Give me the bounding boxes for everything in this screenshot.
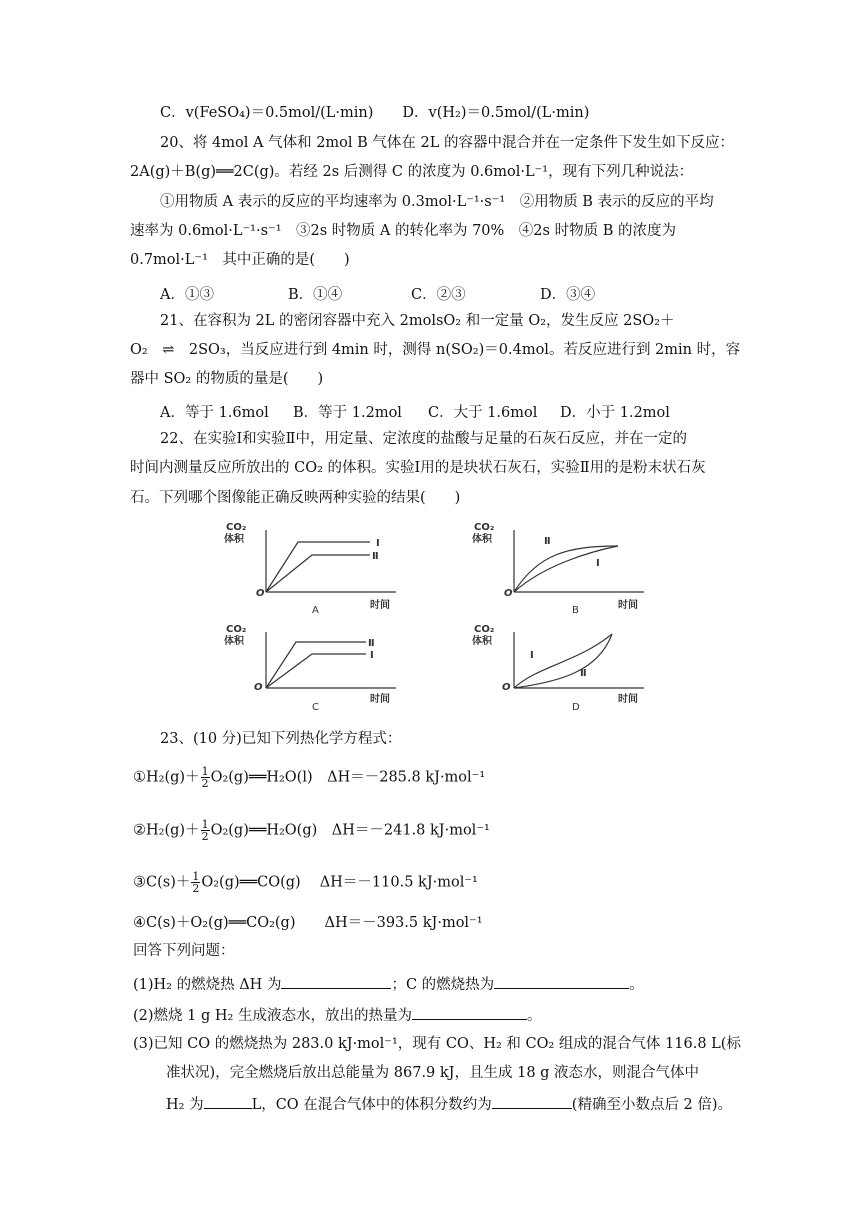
fraction-denominator: 2 <box>201 830 209 843</box>
graph-d-label-i: Ⅰ <box>530 650 534 661</box>
part-3-text-b: L，CO 在混合气体中的体积分数约为 <box>251 1097 492 1113</box>
equation-4: ④C(s)＋O₂(g)══CO₂(g) ΔH＝－393.5 kJ·mol⁻¹ <box>133 915 483 931</box>
fraction-numerator: 1 <box>201 765 209 778</box>
graph-c-letter: C <box>312 702 319 713</box>
graph-d-xlabel: 时间 <box>618 694 638 705</box>
graph-a-label-i: Ⅰ <box>376 538 380 549</box>
blank-heat-released[interactable] <box>412 1003 527 1020</box>
graph-d-curve-i <box>514 634 612 688</box>
q21-option-d: D．小于 1.2mol <box>560 405 670 421</box>
fraction-denominator: 2 <box>201 777 209 790</box>
part-1-text-b: ；C 的燃烧热为 <box>391 977 495 993</box>
q21-text-1: 21、在容积为 2L 的密闭容器中充入 2molsO₂ 和一定量 O₂，发生反应 2SO₂＋ <box>160 313 675 329</box>
part-2-text-a: (2)燃烧 1 g H₂ 生成液态水，放出的热量为 <box>133 1008 412 1024</box>
graph-b-label-i: Ⅰ <box>596 558 600 569</box>
graph-b-curve-ii <box>514 546 618 592</box>
q20-option-d: D．③④ <box>540 287 596 303</box>
part-3-text-a: H₂ 为 <box>166 1097 204 1113</box>
fraction-half <box>201 766 210 789</box>
graph-c-curve-i <box>266 654 366 688</box>
graph-a-letter: A <box>312 605 319 616</box>
q22-text-3: 石。下列哪个图像能正确反映两种实验的结果( ) <box>130 490 461 506</box>
graph-b-xlabel: 时间 <box>618 600 638 611</box>
graph-c-curve-ii <box>266 642 366 688</box>
part-3-line-1: (3)已知 CO 的燃烧热为 283.0 kJ·mol⁻¹，现有 CO、H₂ 和 CO₂ 组成的混合气体 116.8 L(标 <box>133 1036 741 1052</box>
graph-b-curve-i <box>514 546 618 592</box>
graph-a-xlabel: 时间 <box>370 600 390 611</box>
answer-heading: 回答下列问题： <box>133 943 235 959</box>
equation-2-left: ②H₂(g)＋ <box>133 822 200 839</box>
q21-text-3: 器中 SO₂ 的物质的量是( ) <box>130 371 324 387</box>
q20-text-5: 0.7mol·L⁻¹ 其中正确的是( ) <box>130 252 350 268</box>
blank-c-heat[interactable] <box>494 972 629 989</box>
q21-option-c: C．大于 1.6mol <box>428 405 538 421</box>
q20-option-a: A．①③ <box>160 287 214 303</box>
graph-a-curve-i <box>266 542 370 592</box>
part-3-line-3 <box>166 1092 732 1115</box>
graph-a-curve-ii <box>266 555 370 592</box>
blank-h2-volume[interactable] <box>204 1092 252 1109</box>
equation-1-right: O₂(g)══H₂O(l) ΔH＝－285.8 kJ·mol⁻¹ <box>210 769 486 786</box>
q20-text-1: 20、将 4mol A 气体和 2mol B 气体在 2L 的容器中混合并在一定条件下发生如下反应： <box>160 135 734 151</box>
q20-text-3: ①用物质 A 表示的反应的平均速率为 0.3mol·L⁻¹·s⁻¹ ②用物质 B 表示的反应的平均 <box>160 194 714 210</box>
blank-co-fraction[interactable] <box>492 1092 572 1109</box>
graph-a-origin: O <box>256 588 265 599</box>
graph-c-label-i: Ⅰ <box>370 650 374 661</box>
graph-c <box>220 622 410 717</box>
fraction-numerator: 1 <box>192 870 200 883</box>
graph-b-ylabel-bottom: 体积 <box>472 534 492 545</box>
q23-title: 23、(10 分)已知下列热化学方程式： <box>160 731 402 747</box>
equation-3-left: ③C(s)＋ <box>133 874 191 891</box>
blank-h2-heat[interactable] <box>281 972 391 989</box>
q20-option-c: C．②③ <box>411 287 466 303</box>
graph-d-ylabel-bottom: 体积 <box>472 636 492 647</box>
equation-2-right: O₂(g)══H₂O(g) ΔH＝－241.8 kJ·mol⁻¹ <box>210 822 490 839</box>
graph-b-label-ii: Ⅱ <box>544 536 551 547</box>
part-2 <box>133 1003 541 1026</box>
part-3-text-c: (精确至小数点后 2 倍)。 <box>571 1097 733 1113</box>
q22-text-2: 时间内测量反应所放出的 CO₂ 的体积。实验Ⅰ用的是块状石灰石，实验Ⅱ用的是粉末状石灰 <box>130 460 706 476</box>
graph-d-label-ii: Ⅱ <box>580 668 587 679</box>
graph-c-origin: O <box>254 682 263 693</box>
q19-options-cd: C．v(FeSO₄)＝0.5mol/(L·min) D．v(H₂)＝0.5mol/(L·min) <box>160 105 590 121</box>
graph-c-xlabel: 时间 <box>370 694 390 705</box>
q20-text-2: 2A(g)＋B(g)══2C(g)。若经 2s 后测得 C 的浓度为 0.6mol·L⁻¹，现有下列几种说法： <box>130 164 694 180</box>
q22-text-1: 22、在实验Ⅰ和实验Ⅱ中，用定量、定浓度的盐酸与足量的石灰石反应，并在一定的 <box>160 431 688 447</box>
graph-c-ylabel-bottom: 体积 <box>224 636 244 647</box>
equation-1 <box>133 766 485 789</box>
graph-c-ylabel-top: CO₂ <box>226 624 247 635</box>
graph-d-origin: O <box>502 682 511 693</box>
graph-a <box>220 520 410 615</box>
q21-option-a: A．等于 1.6mol <box>160 405 269 421</box>
graph-a-ylabel-bottom: 体积 <box>224 534 244 545</box>
graph-b-letter: B <box>572 605 579 616</box>
fraction-half <box>201 819 210 842</box>
part-1-text-a: (1)H₂ 的燃烧热 ΔH 为 <box>133 977 282 993</box>
equation-3-right: O₂(g)══CO(g) ΔH＝－110.5 kJ·mol⁻¹ <box>201 874 478 891</box>
part-1 <box>133 972 644 995</box>
graph-a-ylabel-top: CO₂ <box>226 522 247 533</box>
part-1-text-c: 。 <box>629 977 644 993</box>
equation-2 <box>133 819 490 842</box>
graph-d-curve-ii <box>514 634 612 688</box>
graph-b-ylabel-top: CO₂ <box>474 522 495 533</box>
part-2-text-b: 。 <box>526 1008 542 1024</box>
fraction-numerator: 1 <box>201 818 209 831</box>
graph-d-letter: D <box>572 702 580 713</box>
fraction-denominator: 2 <box>192 882 200 895</box>
graph-b-origin: O <box>504 588 513 599</box>
q20-text-4: 速率为 0.6mol·L⁻¹·s⁻¹ ③2s 时物质 A 的转化率为 70% ④2s 时物质 B 的浓度为 <box>130 223 676 239</box>
part-3-line-2: 准状况)，完全燃烧后放出总能量为 867.9 kJ，且生成 18 g 液态水，则混合气体中 <box>166 1065 700 1081</box>
equation-3 <box>133 871 478 894</box>
equation-1-left: ①H₂(g)＋ <box>133 769 200 786</box>
q20-option-b: B．①④ <box>288 287 343 303</box>
graph-d <box>468 622 658 717</box>
graph-d-ylabel-top: CO₂ <box>474 624 495 635</box>
graph-c-label-ii: Ⅱ <box>368 638 375 649</box>
q21-text-2: O₂ ⇌ 2SO₃，当反应进行到 4min 时，测得 n(SO₂)＝0.4mol。若反应进行到 2min 时，容 <box>130 342 741 358</box>
fraction-half <box>191 871 200 894</box>
graph-a-label-ii: Ⅱ <box>372 551 379 562</box>
q21-option-b: B．等于 1.2mol <box>293 405 402 421</box>
graph-b <box>468 520 658 615</box>
